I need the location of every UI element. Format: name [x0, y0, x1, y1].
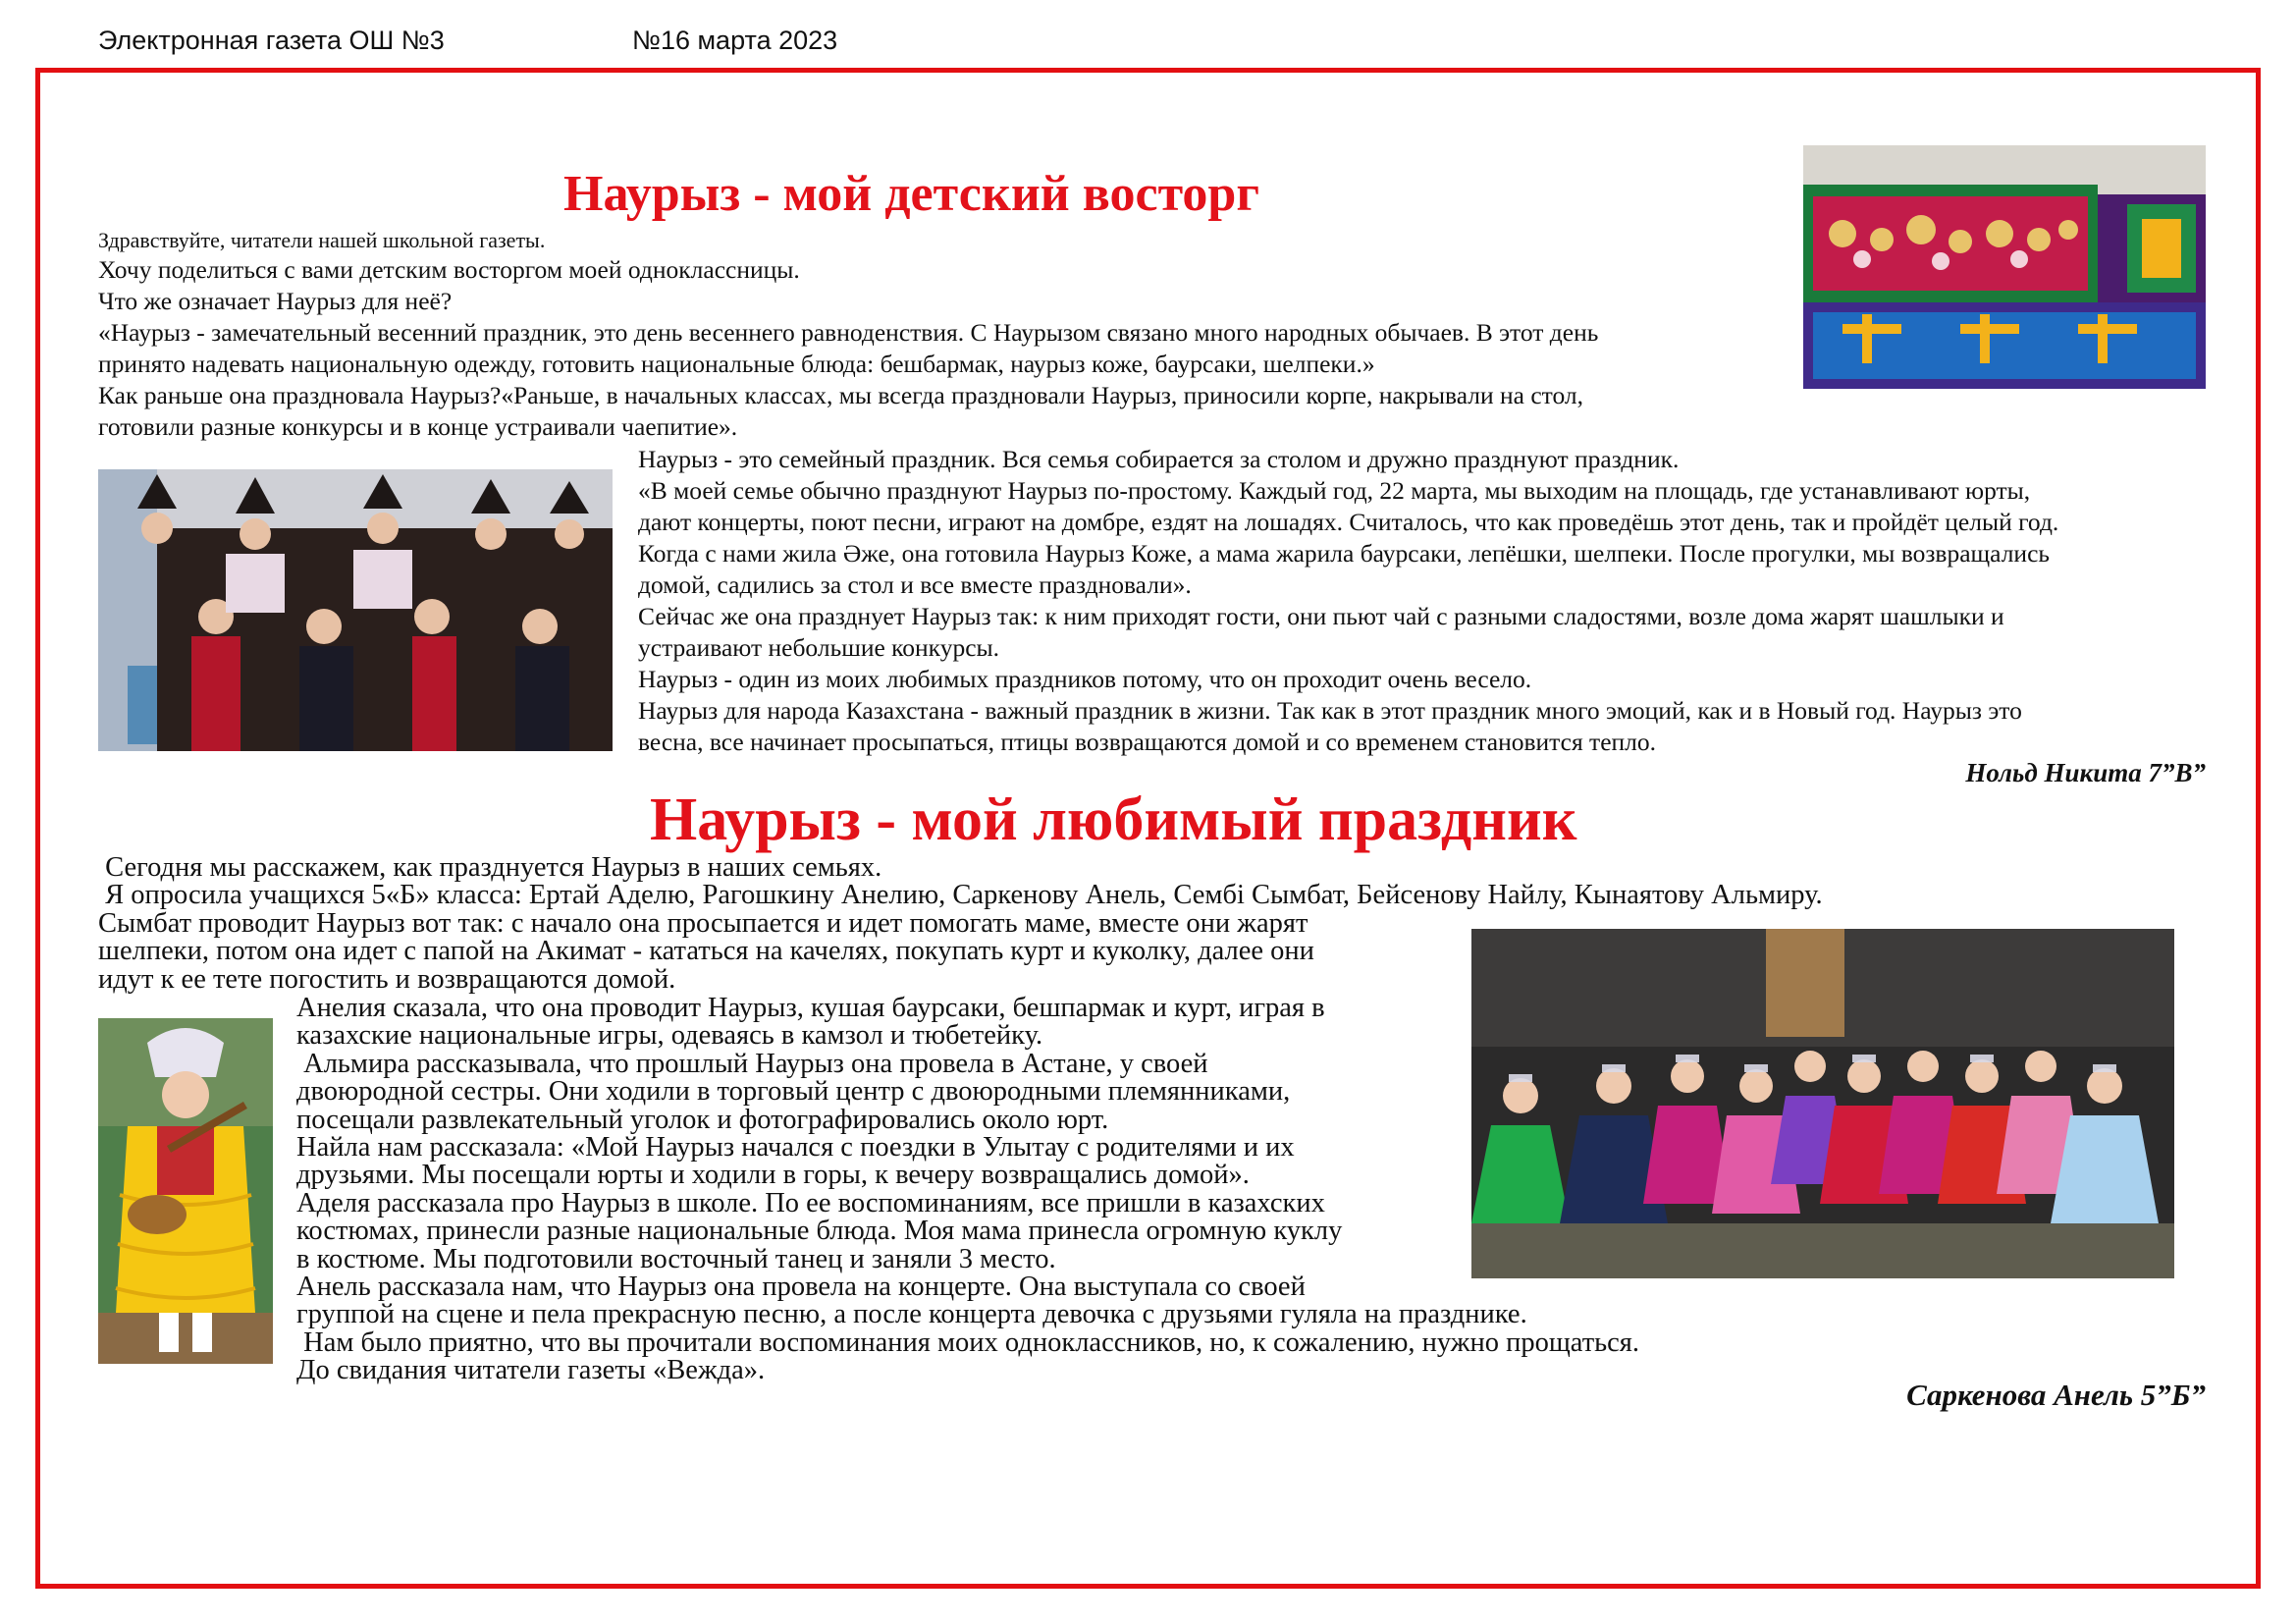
text-line: Как раньше она праздновала Наурыз?«Раньше, в начальных классах, мы всегда праздновали Наурыз, приносили корпе, накрывали на стол, — [98, 381, 1583, 409]
photo-festive-table — [1803, 145, 2206, 389]
photo-dancing-girls — [1471, 929, 2174, 1278]
article2-signature: Саркенова Анель 5”Б” — [1906, 1378, 2206, 1412]
text-line: двоюродной сестры. Они ходили в торговый центр с двоюродными племянниками, — [296, 1076, 1291, 1108]
article1-signature: Нольд Никита 7”В” — [1965, 758, 2206, 787]
text-line: казахские национальные игры, одеваясь в камзол и тюбетейку. — [296, 1020, 1043, 1052]
text-line: Анелия сказала, что она проводит Наурыз, кушая баурсаки, бешпармак и курт, играя в — [296, 993, 1325, 1023]
text-line: домой, садились за стол и все вместе праздновали». — [638, 570, 1192, 599]
text-line: Нам было приятно, что вы прочитали воспоминания моих одноклассников, но, к сожалению, нужно прощаться. — [296, 1326, 1640, 1358]
text-line: Когда с нами жила Әже, она готовила Наурыз Коже, а мама жарила баурсаки, лепёшки, шелпеки. После прогулки, мы возвращались — [638, 539, 2051, 568]
text-line: Наурыз для народа Казахстана - важный праздник в жизни. Так как в этот праздник много эмоций, как и в Новый год. Наурыз это — [638, 696, 2022, 725]
text-line: посещали развлекательный уголок и фотографировались около юрт. — [296, 1104, 1109, 1135]
text-line: группой на сцене и пела прекрасную песню, а после концерта девочка с друзьями гуляла на празднике. — [296, 1299, 1527, 1330]
text-line: Наурыз - это семейный праздник. Вся семья собирается за столом и дружно празднуют праздник. — [638, 445, 1680, 473]
text-line: Что же означает Наурыз для неё? — [98, 287, 453, 315]
text-line: весна, все начинает просыпаться, птицы возвращаются домой и со временем становится тепло. — [638, 728, 1657, 756]
text-line: готовили разные конкурсы и в конце устраивали чаепитие». — [98, 412, 738, 441]
article1-title: Наурыз - мой детский восторг — [563, 166, 1259, 222]
text-line: Альмира рассказывала, что прошлый Наурыз она провела в Астане, у своей — [296, 1048, 1208, 1079]
text-line: в костюме. Мы подготовили восточный танец и заняли 3 место. — [296, 1243, 1056, 1274]
text-line: Сегодня мы расскажем, как празднуется Наурыз в наших семьях. — [98, 852, 882, 883]
text-line: Хочу поделиться с вами детским восторгом моей одноклассницы. — [98, 255, 800, 284]
text-line: Я опросила учащихся 5«Б» класса: Ертай Аделю, Рагошкину Анелию, Саркенову Анель, Сембі Сымбат, Бейсенову Найлу, Кынаятову Альмиру. — [98, 880, 1823, 911]
text-line: До свидания читатели газеты «Вежда». — [296, 1355, 766, 1386]
article1-intro: Здравствуйте, читатели нашей школьной газеты. — [98, 228, 546, 252]
text-line: костюмах, принесли разные национальные блюда. Моя мама принесла огромную куклу — [296, 1216, 1343, 1247]
text-line: Найла нам рассказала: «Мой Наурыз начался с поездки в Улытау с родителями и их — [296, 1132, 1295, 1164]
text-line: друзьями. Мы посещали юрты и ходили в горы, к вечеру возвращались домой». — [296, 1160, 1250, 1191]
article2-body-indented — [296, 995, 1639, 1385]
photo-children-costumes — [98, 469, 613, 751]
text-line: Сымбат проводит Наурыз вот так: с начало она просыпается и идет помогать маме, вместе они жарят — [98, 907, 1308, 939]
text-line: Наурыз - один из моих любимых праздников потому, что он проходит очень весело. — [638, 665, 1532, 693]
text-line: дают концерты, поют песни, играют на домбре, ездят на лошадях. Считалось, что как проведёшь этот день, так и пройдёт целый год. — [638, 508, 2059, 536]
text-line: шелпеки, потом она идет с папой на Акимат - кататься на качелях, покупать курт и куколку, далее они — [98, 936, 1314, 967]
newspaper-name: Электронная газета ОШ №3 — [98, 26, 445, 55]
article2-title: Наурыз - мой любимый праздник — [650, 786, 1577, 853]
text-line: Аделя рассказала про Наурыз в школе. По ее воспоминаниям, все пришли в казахских — [296, 1187, 1325, 1218]
text-line: принято надевать национальную одежду, готовить национальные блюда: бешбармак, наурыз коже, баурсаки, шелпеки.» — [98, 350, 1375, 378]
text-line: «Наурыз - замечательный весенний праздник, это день весеннего равноденствия. С Наурызом связано много народных обычаев. В этот день — [98, 318, 1599, 347]
article1-body-right — [638, 444, 2058, 758]
text-line: Сейчас же она празднует Наурыз так: к ним приходят гости, они пьют чай с разными сладостями, возле дома жарят шашлыки и — [638, 602, 2004, 630]
text-line: идут к ее тете погостить и возвращаются домой. — [98, 963, 676, 995]
text-line: «В моей семье обычно празднуют Наурыз по-простому. Каждый год, 22 марта, мы выходим на площадь, где устанавливают юрты, — [638, 476, 2031, 505]
text-line: Анель рассказала нам, что Наурыз она провела на концерте. Она выступала со своей — [296, 1272, 1306, 1303]
text-line: устраивают небольшие конкурсы. — [638, 633, 1000, 662]
photo-girl-dombra — [98, 1018, 273, 1364]
article1-body-top — [98, 254, 1598, 443]
issue-date: №16 марта 2023 — [632, 26, 838, 55]
